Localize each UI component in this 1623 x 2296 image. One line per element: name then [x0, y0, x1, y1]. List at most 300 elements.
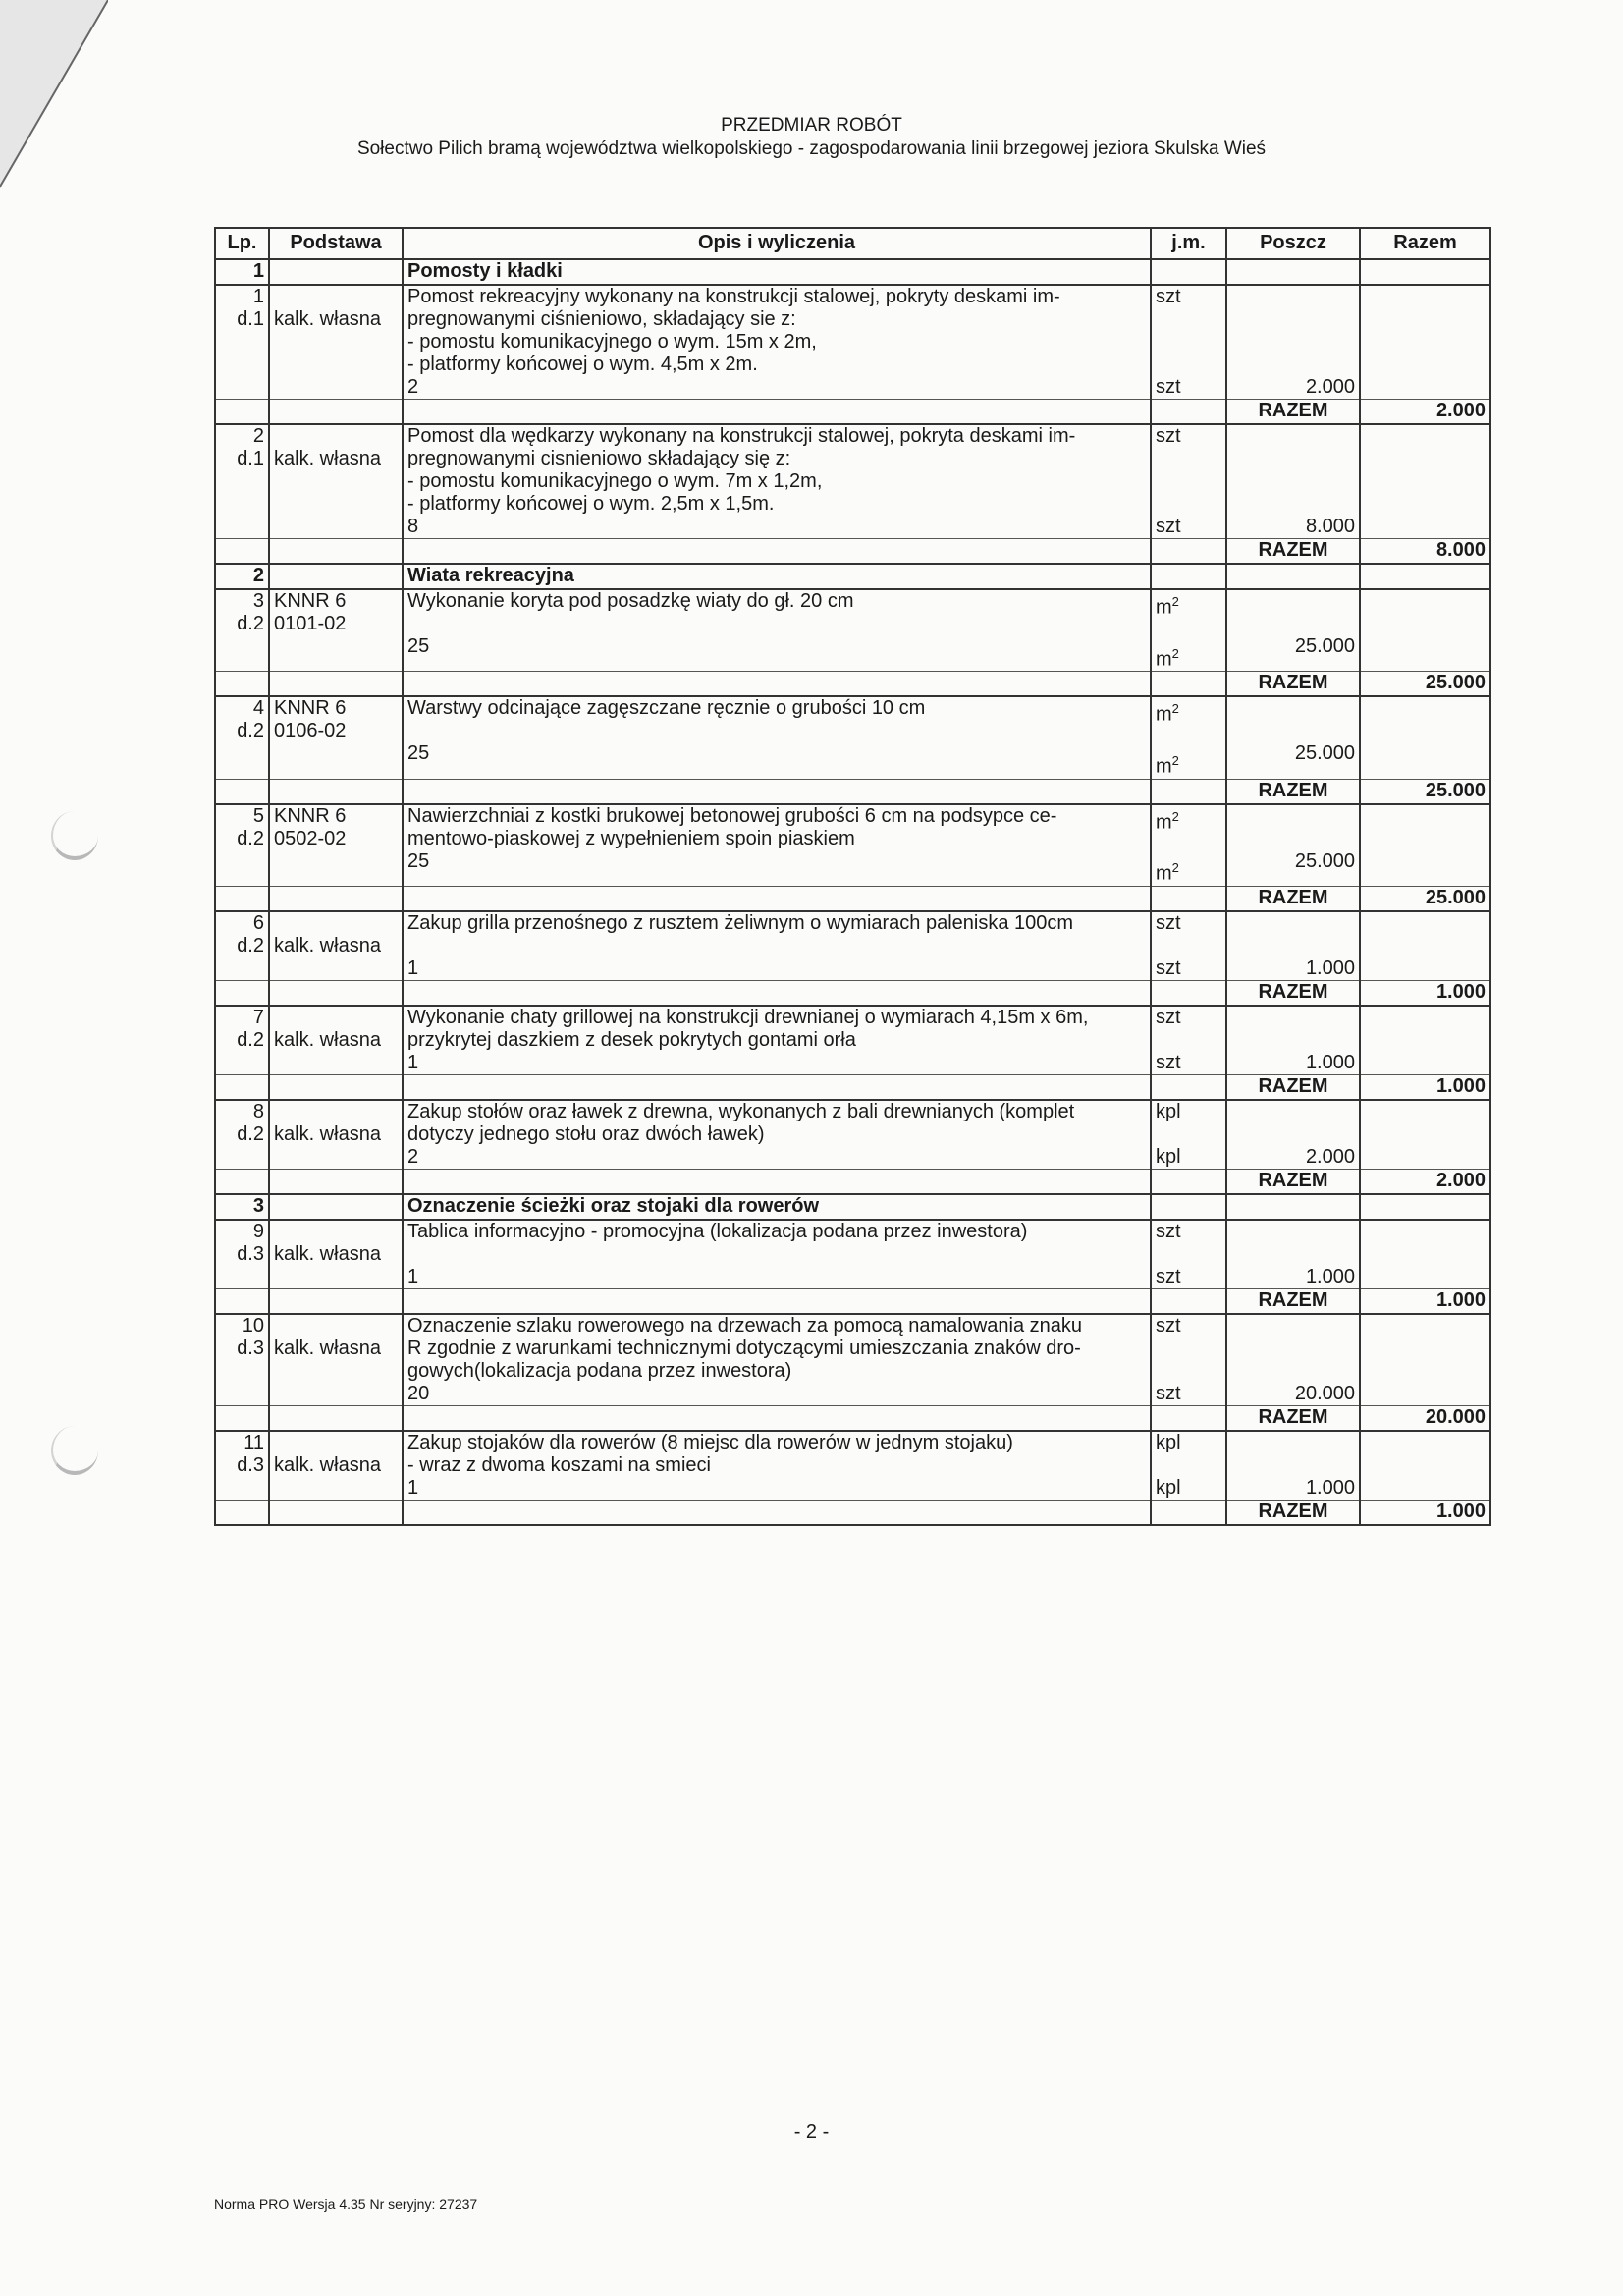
table-row: [215, 696, 1490, 779]
item-jm-result: $m^2$: [1156, 645, 1179, 671]
item-lp-cell: [215, 696, 269, 779]
item-razem-cell: [1360, 804, 1490, 887]
item-d-ref: d.1: [237, 308, 264, 330]
razem-label: RAZEM: [1226, 1500, 1360, 1525]
item-opis-line: Pomost dla wędkarzy wykonany na konstrukcji stalowej, pokryta deskami im-: [407, 425, 1076, 447]
razem-label: RAZEM: [1226, 886, 1360, 911]
item-jm: szt: [1156, 1220, 1181, 1242]
item-razem-cell: [1360, 1314, 1490, 1406]
table-row: [215, 589, 1490, 672]
item-opis-cell: [403, 696, 1151, 779]
col-header-lp: Lp.: [215, 228, 269, 259]
section-row: [215, 1194, 1490, 1220]
item-opis-line: Oznaczenie szlaku rowerowego na drzewach za pomocą namalowania znaku: [407, 1314, 1083, 1337]
razem-empty-cell: [1151, 980, 1226, 1006]
table-row: [215, 804, 1490, 887]
razem-empty-cell: [215, 1074, 269, 1100]
item-jm-result: szt: [1156, 516, 1181, 537]
item-poszcz-cell: [1226, 804, 1360, 887]
item-opis-line: - platformy końcowej o wym. 2,5m x 1,5m.: [407, 493, 775, 515]
razem-value: 2.000: [1360, 400, 1490, 425]
table-row: [215, 1100, 1490, 1170]
item-jm-cell: [1151, 804, 1226, 887]
razem-row: [215, 1405, 1490, 1431]
item-jm-result: szt: [1156, 1382, 1181, 1404]
item-lp-cell: [215, 1314, 269, 1406]
item-podstawa-cell: [269, 589, 403, 672]
item-lp: 7: [252, 1006, 264, 1028]
item-podstawa-cell: [269, 424, 403, 539]
razem-empty-cell: [269, 400, 403, 425]
item-opis-line: Wykonanie chaty grillowej na konstrukcji drewnianej o wymiarach 4,15m x 6m,: [407, 1006, 1089, 1028]
item-jm-cell: [1151, 1220, 1226, 1289]
item-lp: 8: [252, 1100, 264, 1122]
razem-empty-cell: [269, 539, 403, 565]
razem-label: RAZEM: [1226, 980, 1360, 1006]
item-opis-cell: [403, 911, 1151, 981]
razem-empty-cell: [269, 1074, 403, 1100]
item-quantity-expr: 8: [407, 516, 419, 537]
razem-row: [215, 1169, 1490, 1194]
item-podstawa: kalk. własna: [274, 1122, 381, 1145]
item-poszcz: 1.000: [1305, 957, 1355, 979]
item-opis-line: Wykonanie koryta pod posadzkę wiaty do gł. 20 cm: [407, 590, 854, 612]
item-podstawa-cell: [269, 1314, 403, 1406]
item-poszcz-cell: [1226, 1314, 1360, 1406]
razem-row: [215, 886, 1490, 911]
razem-empty-cell: [403, 886, 1151, 911]
item-podstawa: [274, 286, 398, 308]
razem-empty-cell: [269, 1500, 403, 1525]
item-quantity-expr: 1: [407, 1476, 419, 1499]
col-header-opis: Opis i wyliczenia: [403, 228, 1151, 259]
razem-value: 2.000: [1360, 1169, 1490, 1194]
item-poszcz: 25.000: [1294, 742, 1355, 765]
item-podstawa: [274, 912, 398, 935]
item-jm-cell: [1151, 1100, 1226, 1170]
razem-empty-cell: [1151, 400, 1226, 425]
item-jm-result: szt: [1156, 1051, 1181, 1073]
item-opis-cell: [403, 1220, 1151, 1289]
item-podstawa: kalk. własna: [274, 308, 381, 330]
item-jm-result: szt: [1156, 957, 1181, 979]
item-d-ref: d.2: [237, 934, 264, 957]
item-jm-cell: [1151, 1314, 1226, 1406]
item-quantity-expr: 1: [407, 957, 419, 979]
razem-row: [215, 779, 1490, 804]
item-opis-cell: [403, 1100, 1151, 1170]
item-podstawa-cell: [269, 911, 403, 981]
item-opis-line: Tablica informacyjno - promocyjna (lokalizacja podana przez inwestora): [407, 1220, 1028, 1242]
item-poszcz-cell: [1226, 1100, 1360, 1170]
item-opis-line: mentowo-piaskowej z wypełnieniem spoin piaskiem: [407, 827, 855, 849]
table-row: [215, 1314, 1490, 1406]
item-d-ref: d.2: [237, 1028, 264, 1051]
document-subtitle: Sołectwo Pilich bramą województwa wielkopolskiego - zagospodarowania linii brzegowej jeziora Skulska Wieś: [356, 138, 1267, 159]
section-number: 3: [215, 1194, 269, 1220]
item-razem-cell: [1360, 1006, 1490, 1075]
razem-value: 1.000: [1360, 980, 1490, 1006]
item-podstawa: [274, 1221, 398, 1243]
section-poszcz-cell: [1226, 564, 1360, 589]
section-jm-cell: [1151, 564, 1226, 589]
item-podstawa: 0101-02: [274, 613, 347, 634]
item-opis-line: - platformy końcowej o wym. 4,5m x 2m.: [407, 354, 758, 375]
razem-empty-cell: [1151, 886, 1226, 911]
item-podstawa: kalk. własna: [274, 1337, 381, 1359]
section-razem-cell: [1360, 1194, 1490, 1220]
razem-empty-cell: [403, 1500, 1151, 1525]
item-poszcz-cell: [1226, 285, 1360, 400]
item-jm-result: szt: [1156, 376, 1181, 398]
item-opis-cell: [403, 589, 1151, 672]
col-header-poszcz: Poszcz: [1226, 228, 1360, 259]
item-opis-line: [407, 613, 1146, 635]
item-podstawa-cell: [269, 285, 403, 400]
razem-row: [215, 1500, 1490, 1525]
page-corner-fold: [0, 0, 108, 196]
item-lp-cell: [215, 1006, 269, 1075]
item-jm: $m^2$: [1156, 594, 1179, 619]
item-poszcz-cell: [1226, 1220, 1360, 1289]
item-podstawa: KNNR 6: [274, 697, 347, 720]
item-lp: 1: [252, 286, 264, 307]
item-quantity-expr: 25: [407, 635, 430, 657]
item-poszcz: 20.000: [1294, 1382, 1355, 1404]
razem-row: [215, 1074, 1490, 1100]
item-jm: szt: [1156, 286, 1181, 307]
razem-value: 1.000: [1360, 1500, 1490, 1525]
section-podstawa-cell: [269, 564, 403, 589]
razem-empty-cell: [1151, 1288, 1226, 1314]
razem-empty-cell: [269, 980, 403, 1006]
section-title: Pomosty i kładki: [403, 259, 1151, 285]
item-podstawa: [274, 1315, 398, 1338]
razem-empty-cell: [215, 886, 269, 911]
razem-empty-cell: [1151, 1169, 1226, 1194]
razem-empty-cell: [1151, 1074, 1226, 1100]
razem-empty-cell: [269, 672, 403, 697]
item-razem-cell: [1360, 696, 1490, 779]
item-lp: 10: [242, 1314, 264, 1337]
item-d-ref: d.2: [237, 827, 264, 849]
item-opis-line: gowych(lokalizacja podana przez inwestora): [407, 1359, 792, 1382]
item-opis-line: dotyczy jednego stołu oraz dwóch ławek): [407, 1122, 765, 1145]
item-podstawa: kalk. własna: [274, 1028, 381, 1051]
item-jm-result: $m^2$: [1156, 860, 1179, 885]
section-podstawa-cell: [269, 1194, 403, 1220]
razem-empty-cell: [269, 1405, 403, 1431]
item-lp-cell: [215, 1431, 269, 1501]
item-opis-cell: [403, 424, 1151, 539]
col-header-jm: j.m.: [1151, 228, 1226, 259]
item-opis-cell: [403, 1431, 1151, 1501]
item-jm-cell: [1151, 424, 1226, 539]
razem-value: 1.000: [1360, 1288, 1490, 1314]
razem-empty-cell: [215, 400, 269, 425]
item-jm: kpl: [1156, 1431, 1181, 1453]
item-d-ref: d.3: [237, 1242, 264, 1265]
item-quantity-expr: 25: [407, 742, 430, 765]
item-quantity-expr: 25: [407, 849, 430, 872]
razem-empty-cell: [1151, 779, 1226, 804]
item-lp-cell: [215, 424, 269, 539]
razem-label: RAZEM: [1226, 1405, 1360, 1431]
item-lp-cell: [215, 589, 269, 672]
razem-empty-cell: [403, 539, 1151, 565]
item-poszcz: 25.000: [1294, 849, 1355, 872]
item-quantity-expr: 2: [407, 376, 419, 398]
razem-row: [215, 672, 1490, 697]
item-opis-line: [407, 720, 1146, 742]
razem-label: RAZEM: [1226, 1074, 1360, 1100]
razem-empty-cell: [1151, 539, 1226, 565]
razem-empty-cell: [215, 1169, 269, 1194]
item-podstawa: kalk. własna: [274, 1242, 381, 1265]
item-jm-result: kpl: [1156, 1145, 1181, 1168]
razem-row: [215, 1288, 1490, 1314]
footer-software-note: Norma PRO Wersja 4.35 Nr seryjny: 27237: [214, 2196, 478, 2212]
razem-empty-cell: [215, 1288, 269, 1314]
item-opis-line: - pomostu komunikacyjnego o wym. 7m x 1,2m,: [407, 470, 823, 492]
item-lp: 4: [252, 697, 264, 720]
item-poszcz: 8.000: [1305, 516, 1355, 537]
item-razem-cell: [1360, 1220, 1490, 1289]
item-lp-cell: [215, 1100, 269, 1170]
razem-empty-cell: [403, 400, 1151, 425]
item-opis-cell: [403, 1314, 1151, 1406]
item-poszcz-cell: [1226, 589, 1360, 672]
item-lp: 9: [252, 1220, 264, 1242]
table-row: [215, 1220, 1490, 1289]
razem-empty-cell: [1151, 672, 1226, 697]
item-d-ref: d.3: [237, 1337, 264, 1359]
table-row: [215, 1006, 1490, 1075]
razem-label: RAZEM: [1226, 779, 1360, 804]
item-jm-cell: [1151, 285, 1226, 400]
razem-empty-cell: [215, 539, 269, 565]
item-poszcz: 25.000: [1294, 635, 1355, 657]
item-podstawa: [274, 1432, 398, 1454]
item-opis-line: przykrytej daszkiem z desek pokrytych gontami orła: [407, 1028, 856, 1051]
section-jm-cell: [1151, 1194, 1226, 1220]
item-opis-line: Warstwy odcinające zagęszczane ręcznie o grubości 10 cm: [407, 697, 926, 720]
item-razem-cell: [1360, 1431, 1490, 1501]
item-podstawa: [274, 425, 398, 448]
razem-value: 25.000: [1360, 779, 1490, 804]
item-jm: szt: [1156, 911, 1181, 934]
punch-hole: [51, 811, 98, 860]
table-row: [215, 424, 1490, 539]
item-opis-line: - wraz z dwoma koszami na smieci: [407, 1453, 711, 1476]
section-jm-cell: [1151, 259, 1226, 285]
section-podstawa-cell: [269, 259, 403, 285]
item-quantity-expr: 20: [407, 1382, 430, 1404]
item-lp: 5: [252, 804, 264, 827]
item-podstawa: [274, 1007, 398, 1029]
item-podstawa: KNNR 6: [274, 590, 347, 612]
razem-value: 25.000: [1360, 886, 1490, 911]
razem-label: RAZEM: [1226, 539, 1360, 565]
item-jm: szt: [1156, 1314, 1181, 1337]
razem-row: [215, 539, 1490, 565]
item-opis-line: Pomost rekreacyjny wykonany na konstrukcji stalowej, pokryty deskami im-: [407, 286, 1060, 307]
razem-value: 25.000: [1360, 672, 1490, 697]
item-jm: $m^2$: [1156, 701, 1179, 726]
item-jm: kpl: [1156, 1100, 1181, 1122]
item-quantity-expr: 1: [407, 1051, 419, 1073]
col-header-podstawa: Podstawa: [269, 228, 403, 259]
item-lp-cell: [215, 285, 269, 400]
item-opis-line: pregnowanymi cisnieniowo składający się z:: [407, 448, 791, 469]
razem-value: 20.000: [1360, 1405, 1490, 1431]
razem-value: 1.000: [1360, 1074, 1490, 1100]
col-header-razem: Razem: [1360, 228, 1490, 259]
razem-empty-cell: [269, 886, 403, 911]
item-d-ref: d.2: [237, 1122, 264, 1145]
razem-empty-cell: [403, 672, 1151, 697]
item-jm: $m^2$: [1156, 808, 1179, 834]
razem-empty-cell: [269, 1169, 403, 1194]
razem-label: RAZEM: [1226, 672, 1360, 697]
razem-empty-cell: [403, 1074, 1151, 1100]
razem-empty-cell: [215, 980, 269, 1006]
item-d-ref: d.1: [237, 448, 264, 469]
item-podstawa: KNNR 6: [274, 804, 347, 827]
item-jm: szt: [1156, 1006, 1181, 1028]
razem-row: [215, 400, 1490, 425]
razem-row: [215, 980, 1490, 1006]
item-d-ref: d.2: [237, 613, 264, 634]
razem-empty-cell: [403, 1405, 1151, 1431]
razem-value: 8.000: [1360, 539, 1490, 565]
item-poszcz-cell: [1226, 424, 1360, 539]
section-row: [215, 564, 1490, 589]
item-opis-cell: [403, 804, 1151, 887]
item-jm-cell: [1151, 911, 1226, 981]
razem-empty-cell: [403, 1288, 1151, 1314]
razem-empty-cell: [215, 672, 269, 697]
item-razem-cell: [1360, 424, 1490, 539]
item-opis-cell: [403, 285, 1151, 400]
razem-empty-cell: [215, 1500, 269, 1525]
item-quantity-expr: 2: [407, 1145, 419, 1168]
item-lp: 3: [252, 590, 264, 612]
item-opis-line: Zakup stojaków dla rowerów (8 miejsc dla rowerów w jednym stojaku): [407, 1431, 1013, 1453]
section-number: 1: [215, 259, 269, 285]
item-podstawa-cell: [269, 1006, 403, 1075]
item-lp: 6: [252, 911, 264, 934]
item-jm-result: szt: [1156, 1265, 1181, 1287]
item-jm-cell: [1151, 696, 1226, 779]
section-poszcz-cell: [1226, 259, 1360, 285]
item-opis-line: Zakup stołów oraz ławek z drewna, wykonanych z bali drewnianych (komplet: [407, 1100, 1075, 1122]
item-jm-result: $m^2$: [1156, 752, 1179, 778]
item-razem-cell: [1360, 911, 1490, 981]
table-row: [215, 1431, 1490, 1501]
razem-empty-cell: [403, 980, 1151, 1006]
item-jm-result: kpl: [1156, 1476, 1181, 1499]
razem-empty-cell: [403, 779, 1151, 804]
item-poszcz: 1.000: [1305, 1476, 1355, 1499]
razem-empty-cell: [403, 1169, 1151, 1194]
section-number: 2: [215, 564, 269, 589]
item-poszcz: 2.000: [1305, 376, 1355, 398]
razem-label: RAZEM: [1226, 1169, 1360, 1194]
item-poszcz-cell: [1226, 1006, 1360, 1075]
item-jm-cell: [1151, 589, 1226, 672]
item-podstawa-cell: [269, 1100, 403, 1170]
page-number: - 2 -: [793, 2121, 830, 2143]
item-opis-line: Zakup grilla przenośnego z rusztem żeliwnym o wymiarach paleniska 100cm: [407, 911, 1074, 934]
item-poszcz: 1.000: [1305, 1265, 1355, 1287]
section-title: Wiata rekreacyjna: [403, 564, 1151, 589]
razem-label: RAZEM: [1226, 1288, 1360, 1314]
item-podstawa: 0502-02: [274, 827, 347, 849]
razem-empty-cell: [269, 1288, 403, 1314]
item-podstawa-cell: [269, 804, 403, 887]
item-opis-line: [407, 1243, 1146, 1266]
item-opis-cell: [403, 1006, 1151, 1075]
table-row: [215, 911, 1490, 981]
item-opis-line: Nawierzchniai z kostki brukowej betonowej grubości 6 cm na podsypce ce-: [407, 804, 1057, 827]
item-podstawa: kalk. własna: [274, 448, 381, 469]
item-poszcz: 2.000: [1305, 1145, 1355, 1168]
item-opis-line: [407, 935, 1146, 957]
item-lp: 2: [252, 425, 264, 447]
item-d-ref: d.3: [237, 1453, 264, 1476]
item-lp: 11: [243, 1431, 264, 1453]
item-razem-cell: [1360, 589, 1490, 672]
section-title: Oznaczenie ścieżki oraz stojaki dla rowerów: [403, 1194, 1151, 1220]
item-jm: szt: [1156, 425, 1181, 447]
item-lp-cell: [215, 1220, 269, 1289]
item-poszcz: 1.000: [1305, 1051, 1355, 1073]
bill-of-quantities-table: [214, 227, 1491, 1526]
table-header-row: [215, 228, 1490, 259]
item-jm-cell: [1151, 1006, 1226, 1075]
item-podstawa-cell: [269, 1431, 403, 1501]
section-row: [215, 259, 1490, 285]
item-jm-cell: [1151, 1431, 1226, 1501]
section-poszcz-cell: [1226, 1194, 1360, 1220]
item-poszcz-cell: [1226, 1431, 1360, 1501]
item-opis-line: R zgodnie z warunkami technicznymi dotyczącymi umieszczania znaków dro-: [407, 1337, 1081, 1359]
item-podstawa-cell: [269, 1220, 403, 1289]
item-d-ref: d.2: [237, 720, 264, 742]
razem-empty-cell: [1151, 1500, 1226, 1525]
razem-empty-cell: [215, 1405, 269, 1431]
document-title: PRZEDMIAR ROBÓT: [721, 115, 902, 136]
section-razem-cell: [1360, 564, 1490, 589]
table-row: [215, 285, 1490, 400]
item-razem-cell: [1360, 1100, 1490, 1170]
item-opis-line: - pomostu komunikacyjnego o wym. 15m x 2m,: [407, 331, 817, 353]
item-lp-cell: [215, 804, 269, 887]
item-lp-cell: [215, 911, 269, 981]
item-poszcz-cell: [1226, 911, 1360, 981]
item-podstawa: 0106-02: [274, 720, 347, 742]
item-opis-line: pregnowanymi ciśnieniowo, składający sie z:: [407, 308, 796, 330]
item-podstawa: kalk. własna: [274, 934, 381, 957]
item-podstawa-cell: [269, 696, 403, 779]
item-quantity-expr: 1: [407, 1265, 419, 1287]
item-poszcz-cell: [1226, 696, 1360, 779]
item-podstawa: kalk. własna: [274, 1453, 381, 1476]
razem-label: RAZEM: [1226, 400, 1360, 425]
punch-hole: [51, 1426, 98, 1475]
item-podstawa: [274, 1101, 398, 1123]
